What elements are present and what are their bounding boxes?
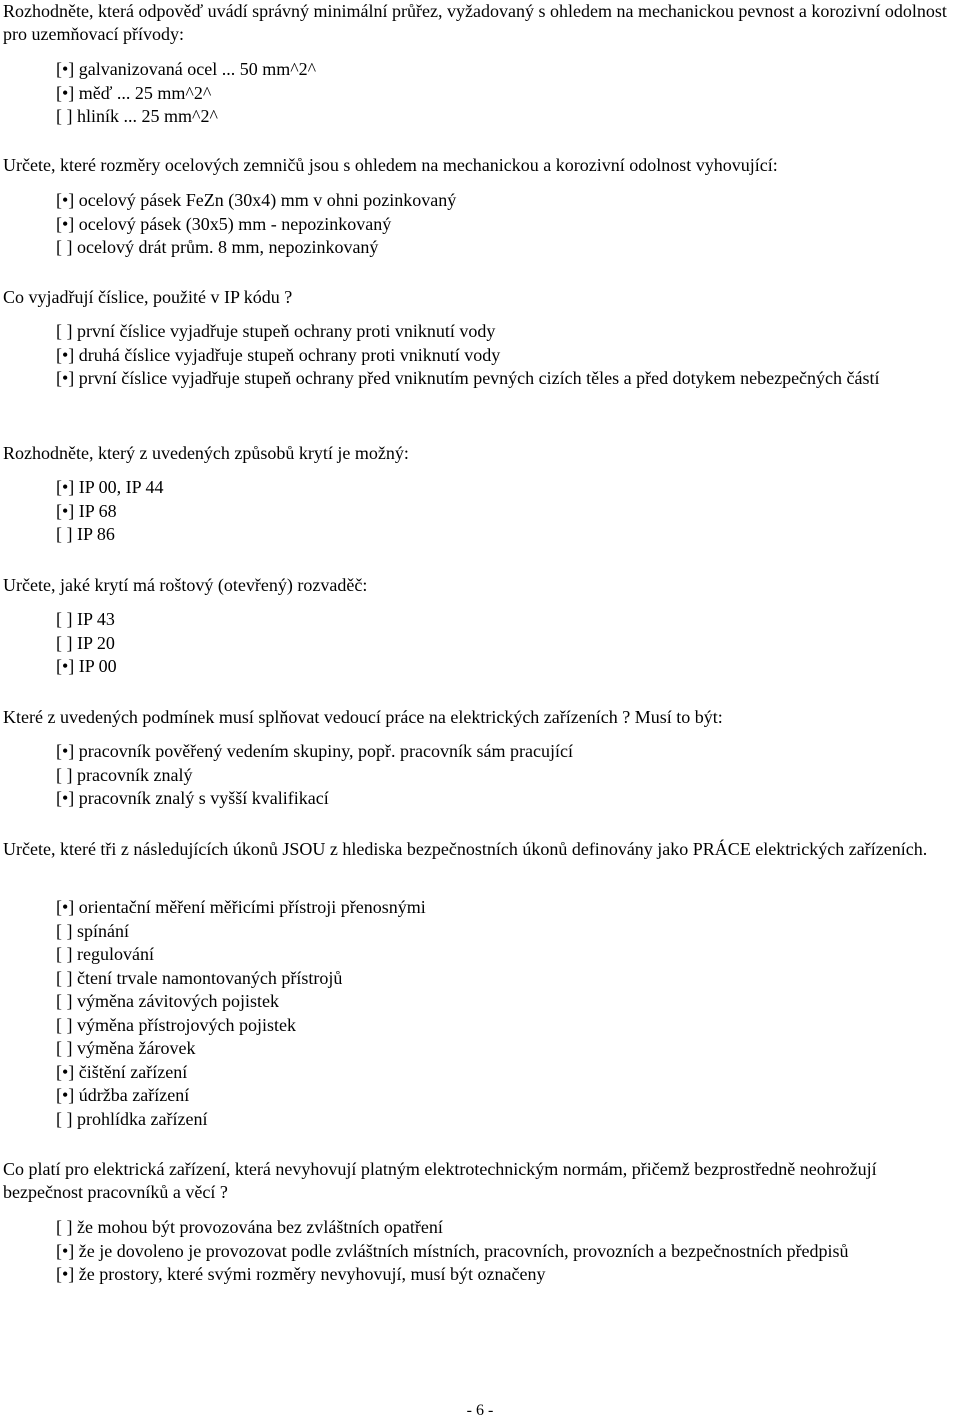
option-text: čištění zařízení [78,1061,188,1082]
option-item [56,655,960,679]
page-number: - 6 - [466,1402,494,1419]
option-text: IP 68 [78,500,117,521]
option-item [56,1037,960,1061]
option-text: že je dovoleno je provozovat podle zvláštních místních, pracovních, provozních a bezpečnostních předpisů [78,1240,849,1261]
option-text: pracovník znalý [77,764,193,785]
answer-mark: [ ] [56,967,73,988]
option-text: ocelový drát prům. 8 mm, nepozinkovaný [77,237,379,257]
question-1-options [56,58,960,129]
option-item [56,608,960,632]
answer-mark: [ ] [56,632,73,653]
answer-mark: [•] [56,477,75,497]
option-item [56,58,960,82]
answer-mark: [•] [56,190,75,210]
option-text: že mohou být provozována bez zvláštních opatření [77,1217,443,1237]
answer-mark: [•] [56,59,75,79]
option-item [56,236,960,260]
option-text: prohlídka zařízení [77,1108,208,1129]
question-8-options [56,1216,960,1287]
option-item [56,213,960,237]
question-3-options [56,320,960,391]
option-item [56,1014,960,1038]
answer-mark: [ ] [56,237,73,257]
option-item [56,189,960,213]
answer-mark: [ ] [56,920,73,941]
option-item [56,320,960,344]
option-text: druhá číslice vyjadřuje stupeň ochrany proti vniknutí vody [78,344,501,365]
answer-mark: [•] [56,1264,75,1284]
answer-mark: [ ] [56,1217,73,1237]
answer-mark: [•] [56,500,75,521]
option-text: výměna přístrojových pojistek [77,1014,296,1035]
option-text: IP 00, IP 44 [78,477,164,497]
option-item [56,943,960,967]
answer-mark: [•] [56,897,75,917]
option-text: ocelový pásek (30x5) mm - nepozinkovaný [78,213,392,234]
option-item [56,105,960,129]
question-6-options [56,740,960,811]
answer-mark: [•] [56,213,75,234]
answer-mark: [ ] [56,321,73,341]
option-text: IP 43 [77,609,115,629]
answer-mark: [•] [56,741,75,761]
question-7-options [56,896,960,1131]
option-text: první číslice vyjadřuje stupeň ochrany před vniknutím pevných cizích těles a před dotykem nebezpečných částí [78,368,880,388]
question-2-text: Určete, které rozměry ocelových zemničů jsou s ohledem na mechanickou a korozivní odolnost vyhovující: [3,155,778,175]
question-5-options [56,608,960,679]
answer-mark: [ ] [56,764,73,785]
option-item [56,476,960,500]
answer-mark: [•] [56,1240,75,1261]
option-item [56,344,960,368]
option-text: ocelový pásek FeZn (30x4) mm v ohni pozinkovaný [78,190,457,210]
question-8-text: Co platí pro elektrická zařízení, která nevyhovují platným elektrotechnickým normám, přičemž bezprostředně neohrožují bezpečnost pracovníků a věcí ? [3,1159,877,1202]
answer-mark: [ ] [56,609,73,629]
answer-mark: [•] [56,656,75,676]
answer-mark: [•] [56,82,75,103]
option-item [56,500,960,524]
option-item [56,1263,960,1287]
option-text: spínání [77,920,129,941]
option-text: pracovník pověřený vedením skupiny, popř. pracovník sám pracující [78,741,573,761]
option-text: že prostory, které svými rozměry nevyhovují, musí být označeny [78,1264,546,1284]
option-item [56,787,960,811]
question-3-text: Co vyjadřují číslice, použité v IP kódu ? [3,287,293,307]
option-text: pracovník znalý s vyšší kvalifikací [78,788,329,808]
option-item [56,1240,960,1264]
option-text: výměna žárovek [77,1038,196,1058]
answer-mark: [ ] [56,1014,73,1035]
option-item [56,523,960,547]
option-text: údržba zařízení [78,1085,190,1105]
answer-mark: [•] [56,1061,75,1082]
option-text: IP 00 [78,656,117,676]
option-item [56,920,960,944]
answer-mark: [•] [56,368,75,388]
answer-mark: [ ] [56,524,73,544]
option-text: galvanizovaná ocel ... 50 mm^2^ [78,59,317,79]
option-item [56,896,960,920]
option-item [56,1216,960,1240]
option-item [56,632,960,656]
option-item [56,990,960,1014]
option-item [56,1108,960,1132]
answer-mark: [•] [56,1085,75,1105]
option-item [56,764,960,788]
option-text: IP 20 [77,632,115,653]
question-4-options [56,476,960,547]
answer-mark: [ ] [56,1108,73,1129]
option-text: IP 86 [77,524,115,544]
question-4-text: Rozhodněte, který z uvedených způsobů krytí je možný: [3,443,409,463]
question-5-text: Určete, jaké krytí má roštový (otevřený) rozvaděč: [3,575,368,595]
option-item [56,1084,960,1108]
question-7-text: Určete, které tři z následujících úkonů JSOU z hlediska bezpečnostních úkonů definovány jako PRÁCE elektrických zařízeních. [3,839,928,859]
question-6-text: Které z uvedených podmínek musí splňovat vedoucí práce na elektrických zařízeních ? Musí to být: [3,707,723,727]
answer-mark: [ ] [56,944,73,964]
answer-mark: [ ] [56,991,73,1011]
option-item [56,967,960,991]
option-text: první číslice vyjadřuje stupeň ochrany proti vniknutí vody [77,321,496,341]
option-text: výměna závitových pojistek [77,991,279,1011]
option-text: měď ... 25 mm^2^ [78,82,212,103]
option-item [56,82,960,106]
option-item [3,367,960,391]
answer-mark: [ ] [56,106,73,126]
answer-mark: [ ] [56,1038,73,1058]
question-1-text: Rozhodněte, která odpověď uvádí správný minimální průřez, vyžadovaný s ohledem na mechanickou pevnost a korozivní odolnost pro uzemňovací přívody: [3,1,947,44]
question-2-options [56,189,960,260]
option-item [56,740,960,764]
option-text: orientační měření měřicími přístroji přenosnými [78,897,426,917]
option-text: hliník ... 25 mm^2^ [77,106,218,126]
answer-mark: [•] [56,344,75,365]
option-item [56,1061,960,1085]
answer-mark: [•] [56,788,75,808]
option-text: čtení trvale namontovaných přístrojů [77,967,343,988]
option-text: regulování [77,944,154,964]
